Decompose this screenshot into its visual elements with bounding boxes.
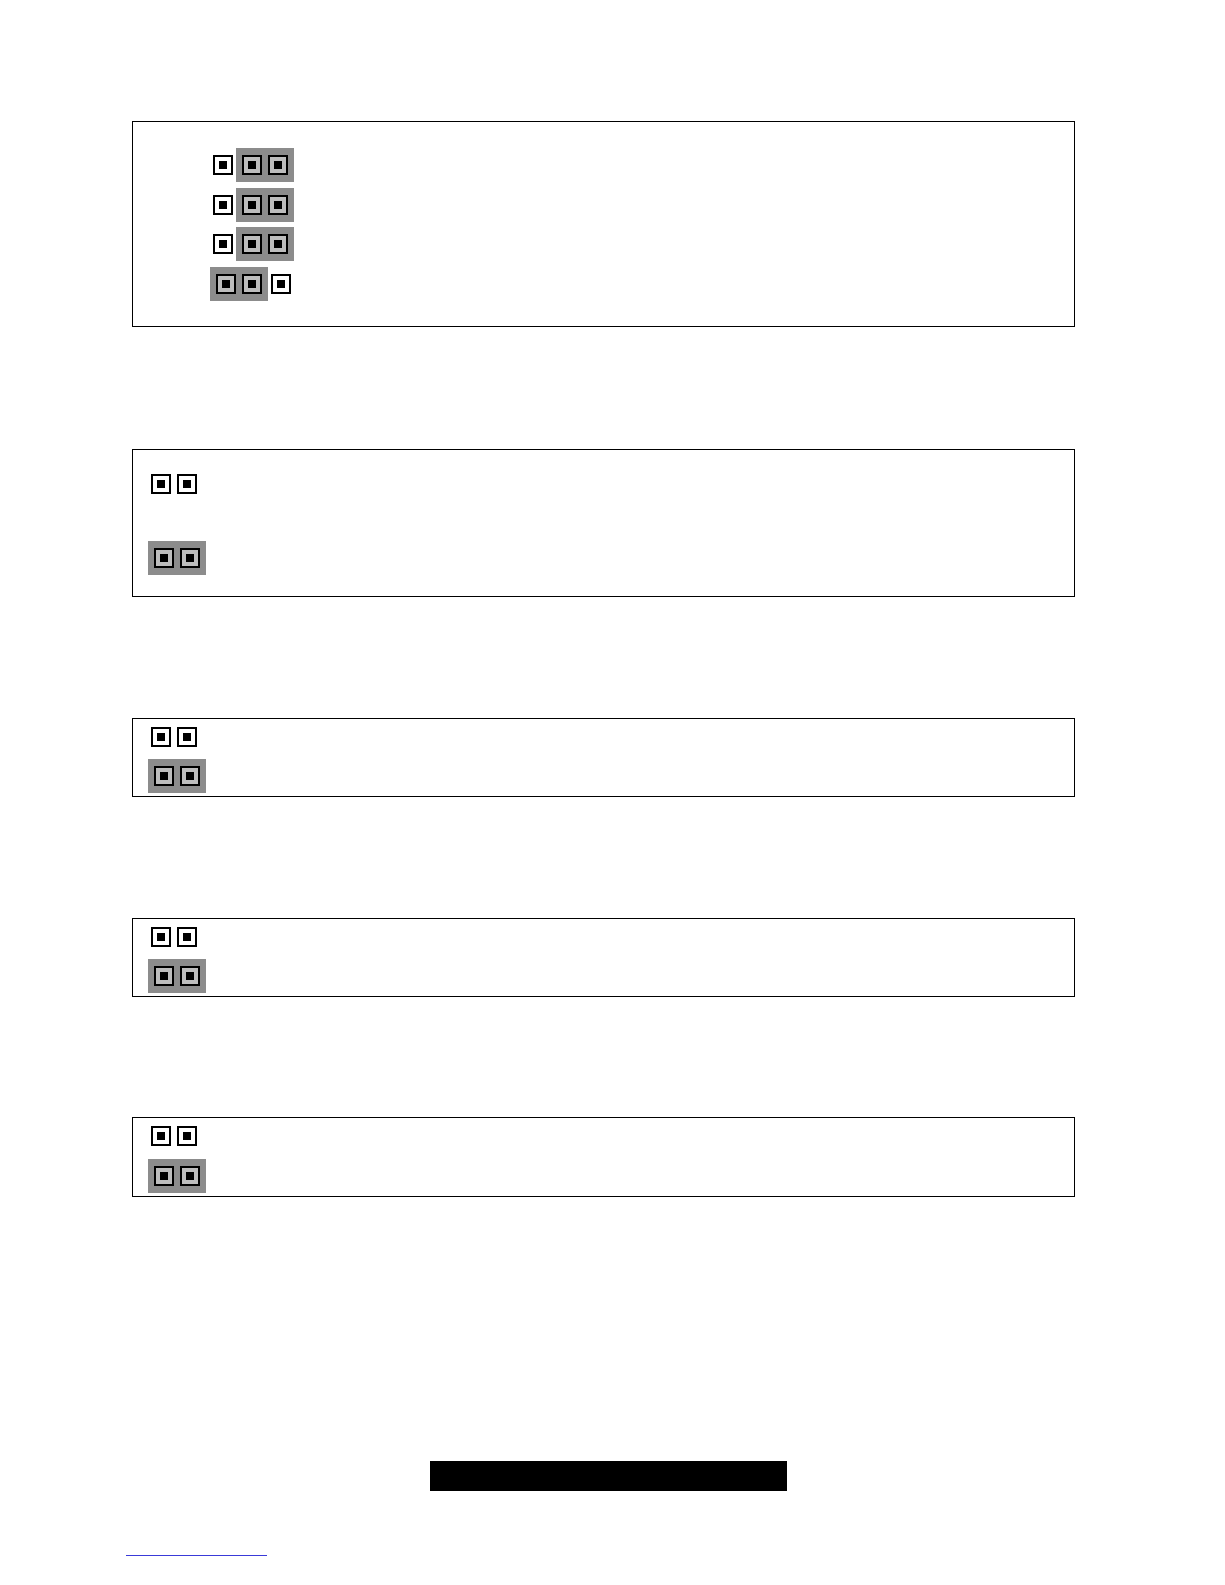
pin-contact	[222, 280, 230, 288]
column-divider	[228, 596, 358, 597]
pin-contact	[248, 240, 256, 248]
pin-contact	[183, 480, 191, 488]
jumper-setting-icon	[148, 1159, 206, 1193]
open-pin-group	[174, 1119, 200, 1153]
pin-contact	[157, 1132, 165, 1140]
open-pin-group	[268, 267, 294, 301]
open-pin-group	[148, 920, 174, 954]
jumper-pin	[154, 548, 174, 568]
jumper-table	[132, 121, 1075, 327]
jumper-pin	[213, 155, 233, 175]
jumper-setting-icon	[148, 759, 206, 793]
pin-contact	[248, 280, 256, 288]
column-divider	[228, 796, 358, 797]
jumper-pin	[213, 234, 233, 254]
pin-contact	[277, 280, 285, 288]
jumper-setting-icon	[210, 188, 294, 222]
jumper-setting-icon	[210, 227, 294, 261]
pin-contact	[183, 1132, 191, 1140]
pin-contact	[219, 201, 227, 209]
jumper-pin	[242, 274, 262, 294]
jumper-shunt-cap	[148, 541, 206, 575]
jumper-shunt-cap	[148, 759, 206, 793]
jumper-shunt-cap	[236, 188, 294, 222]
jumper-setting-icon	[148, 920, 200, 954]
open-pin-group	[148, 1119, 174, 1153]
pin-contact	[219, 240, 227, 248]
pin-contact	[186, 972, 194, 980]
column-divider	[228, 1196, 358, 1197]
jumper-shunt-cap	[236, 148, 294, 182]
jumper-pin	[154, 966, 174, 986]
open-pin-group	[210, 148, 236, 182]
jumper-pin	[180, 766, 200, 786]
column-divider	[228, 996, 358, 997]
pin-contact	[186, 554, 194, 562]
pin-contact	[274, 161, 282, 169]
jumper-table	[132, 918, 1075, 997]
jumper-setting-icon	[210, 148, 294, 182]
jumper-pin	[268, 195, 288, 215]
jumper-setting-icon	[148, 467, 200, 501]
jumper-pin	[271, 274, 291, 294]
open-pin-group	[174, 720, 200, 754]
jumper-setting-icon	[210, 267, 294, 301]
pin-contact	[160, 772, 168, 780]
pin-contact	[160, 1172, 168, 1180]
jumper-pin	[177, 727, 197, 747]
pin-contact	[157, 480, 165, 488]
open-pin-group	[174, 920, 200, 954]
jumper-pin	[177, 1126, 197, 1146]
jumper-shunt-cap	[148, 959, 206, 993]
jumper-table	[132, 1117, 1075, 1197]
pin-contact	[157, 733, 165, 741]
jumper-pin	[268, 155, 288, 175]
pin-contact	[274, 201, 282, 209]
jumper-pin	[242, 195, 262, 215]
jumper-table	[132, 718, 1075, 797]
jumper-pin	[154, 1166, 174, 1186]
jumper-pin	[268, 234, 288, 254]
pin-contact	[160, 972, 168, 980]
pin-contact	[248, 201, 256, 209]
open-pin-group	[148, 720, 174, 754]
jumper-setting-icon	[148, 541, 206, 575]
redacted-footer-bar	[430, 1461, 787, 1491]
jumper-pin	[151, 727, 171, 747]
pin-contact	[186, 772, 194, 780]
pin-contact	[274, 240, 282, 248]
jumper-pin	[177, 927, 197, 947]
jumper-pin	[242, 234, 262, 254]
jumper-shunt-cap	[148, 1159, 206, 1193]
open-pin-group	[174, 467, 200, 501]
jumper-pin	[177, 474, 197, 494]
jumper-pin	[151, 474, 171, 494]
jumper-pin	[180, 548, 200, 568]
pin-contact	[160, 554, 168, 562]
open-pin-group	[210, 227, 236, 261]
jumper-setting-icon	[148, 959, 206, 993]
jumper-pin	[242, 155, 262, 175]
column-divider	[348, 326, 350, 327]
jumper-pin	[213, 195, 233, 215]
jumper-pin	[154, 766, 174, 786]
jumper-shunt-cap	[236, 227, 294, 261]
open-pin-group	[148, 467, 174, 501]
jumper-pin	[151, 927, 171, 947]
jumper-pin	[180, 966, 200, 986]
jumper-setting-icon	[148, 1119, 200, 1153]
open-pin-group	[210, 188, 236, 222]
pin-contact	[248, 161, 256, 169]
pin-contact	[219, 161, 227, 169]
pin-contact	[157, 933, 165, 941]
footer-link-underline[interactable]	[126, 1555, 267, 1556]
jumper-pin	[151, 1126, 171, 1146]
jumper-pin	[180, 1166, 200, 1186]
jumper-setting-icon	[148, 720, 200, 754]
jumper-shunt-cap	[210, 267, 268, 301]
pin-contact	[183, 933, 191, 941]
pin-contact	[183, 733, 191, 741]
jumper-pin	[216, 274, 236, 294]
pin-contact	[186, 1172, 194, 1180]
jumper-table	[132, 449, 1075, 597]
